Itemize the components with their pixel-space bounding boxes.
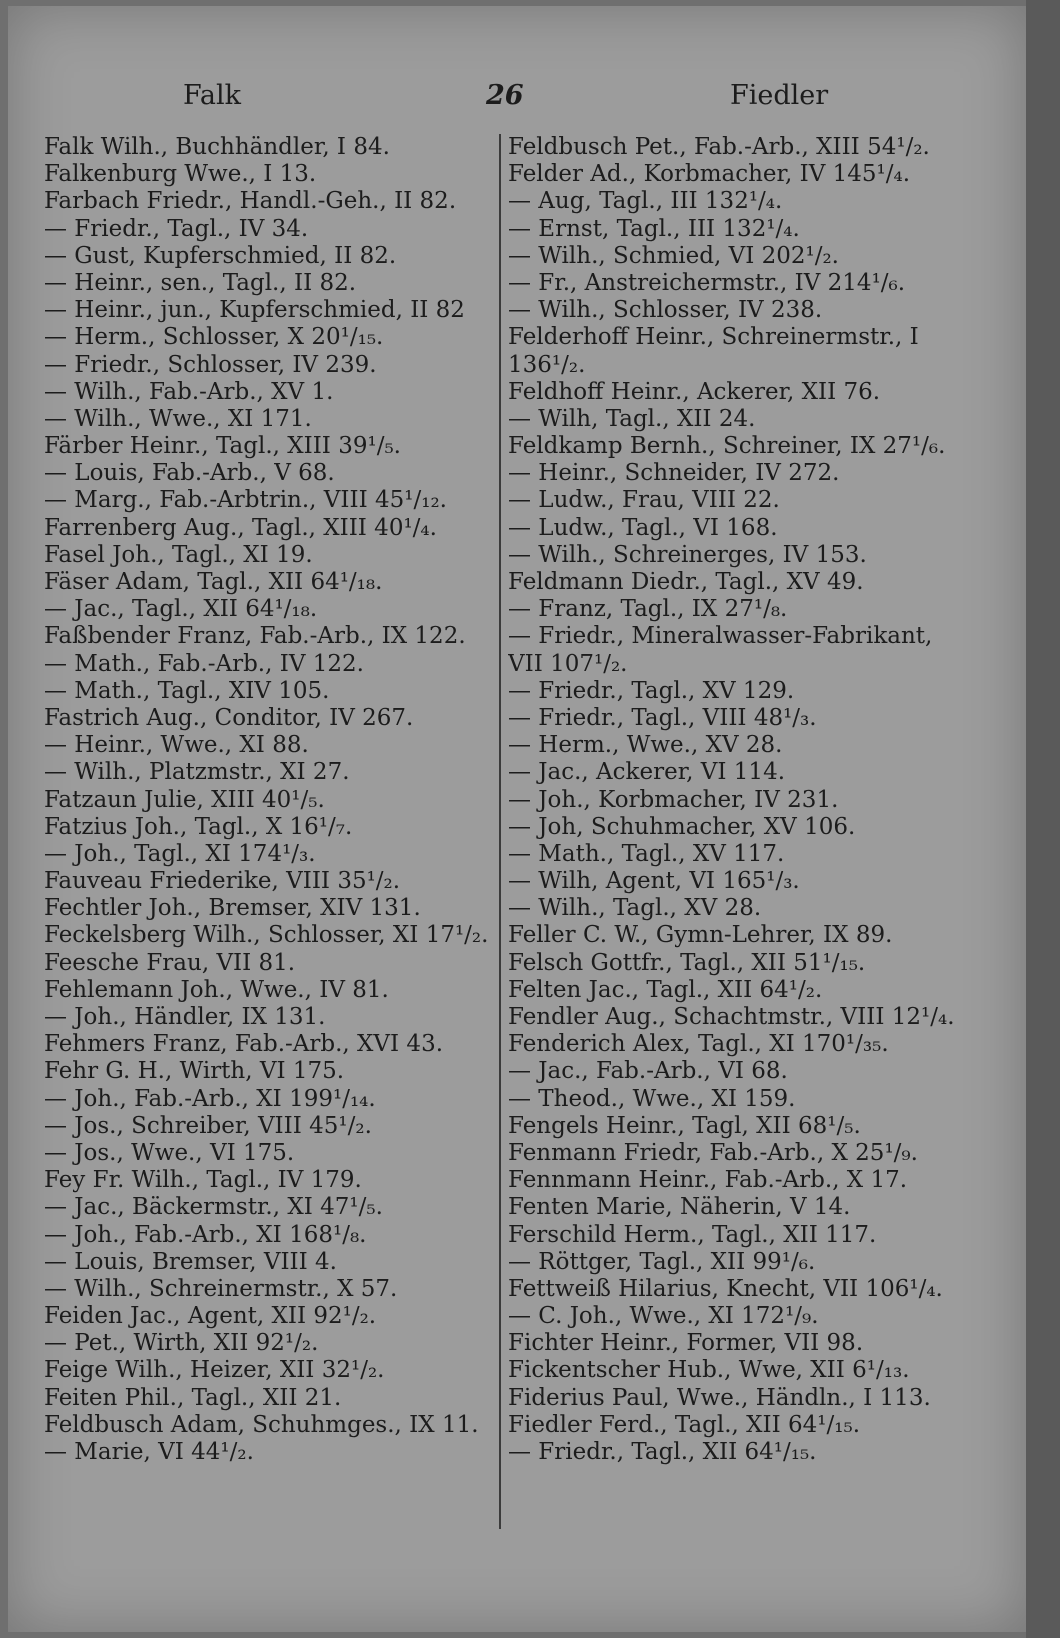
directory-entry: Feiten Phil., Tagl., XII 21. (44, 1384, 342, 1411)
directory-entry: — Herm., Wwe., XV 28. (508, 732, 783, 759)
directory-entry: — Jac., Bäckermstr., XI 47¹/₅. (44, 1194, 383, 1221)
directory-entry: Fenten Marie, Näherin, V 14. (508, 1194, 851, 1221)
directory-entry: — Wilh., Fab.-Arb., XV 1. (44, 378, 334, 405)
directory-entry: — Math., Fab.-Arb., IV 122. (44, 650, 364, 677)
directory-entry: Ferschild Herm., Tagl., XII 117. (508, 1221, 877, 1248)
directory-entry: — Joh., Fab.-Arb., XI 168¹/₈. (44, 1221, 367, 1248)
directory-entry: — Friedr., Tagl., VIII 48¹/₃. (508, 704, 817, 731)
directory-entry: — Jos., Schreiber, VIII 45¹/₂. (44, 1112, 372, 1139)
directory-entry: Falk Wilh., Buchhändler, I 84. (44, 134, 390, 160)
directory-entry: — Jac., Tagl., XII 64¹/₁₈. (44, 596, 318, 623)
directory-entry: — Math., Tagl., XIV 105. (44, 677, 330, 704)
directory-entry: — Joh., Korbmacher, IV 231. (508, 786, 839, 813)
directory-entry: Fiderius Paul, Wwe., Händln., I 113. (508, 1384, 931, 1411)
directory-entry: Fickentscher Hub., Wwe, XII 6¹/₁₃. (508, 1357, 910, 1384)
page-number: 26 (486, 80, 524, 111)
directory-entry: — Wilh., Schreinerges, IV 153. (508, 541, 867, 568)
directory-entry: Färber Heinr., Tagl., XIII 39¹/₅. (44, 433, 401, 460)
directory-entry: Feesche Frau, VII 81. (44, 949, 296, 976)
directory-entry: Felsch Gottfr., Tagl., XII 51¹/₁₅. (508, 949, 866, 976)
directory-entry: — Wilh., Platzmstr., XI 27. (44, 759, 350, 786)
directory-entry: — Jac., Ackerer, VI 114. (508, 759, 786, 786)
directory-entry: — Aug, Tagl., III 132¹/₄. (508, 188, 783, 215)
directory-entry: — Wilh., Schlosser, IV 238. (508, 297, 823, 324)
directory-entry: — Wilh., Schreinermstr., X 57. (44, 1275, 398, 1302)
directory-entry: Fengels Heinr., Tagl, XII 68¹/₅. (508, 1112, 861, 1139)
directory-entry: — Friedr., Schlosser, IV 239. (44, 351, 377, 378)
directory-entry: — Wilh, Tagl., XII 24. (508, 405, 756, 432)
directory-entry: — Pet., Wirth, XII 92¹/₂. (44, 1330, 319, 1357)
directory-entry: Fauveau Friederike, VIII 35¹/₂. (44, 868, 401, 895)
directory-entry: Faßbender Franz, Fab.-Arb., IX 122. (44, 623, 466, 650)
directory-entry: — Louis, Fab.-Arb., V 68. (44, 460, 335, 487)
directory-entry: Feiden Jac., Agent, XII 92¹/₂. (44, 1303, 377, 1330)
directory-entry: Felder Ad., Korbmacher, IV 145¹/₄. (508, 161, 911, 188)
directory-entry: — Louis, Bremser, VIII 4. (44, 1248, 337, 1275)
header-right-word: Fiedler (730, 80, 829, 111)
directory-entry: Fiedler Ferd., Tagl., XII 64¹/₁₅. (508, 1411, 861, 1438)
directory-entry: — Joh., Fab.-Arb., XI 199¹/₁₄. (44, 1085, 376, 1112)
directory-entry: Fehr G. H., Wirth, VI 175. (44, 1058, 345, 1085)
directory-entry: — Friedr., Tagl., IV 34. (44, 215, 309, 242)
right-column (508, 134, 968, 1466)
directory-entry: — Gust, Kupferschmied, II 82. (44, 242, 397, 269)
directory-entry: Feldhoff Heinr., Ackerer, XII 76. (508, 378, 881, 405)
directory-entry: — Heinr., Schneider, IV 272. (508, 460, 840, 487)
directory-entry: Fendler Aug., Schachtmstr., VIII 12¹/₄. (508, 1004, 955, 1030)
directory-entry: Feige Wilh., Heizer, XII 32¹/₂. (44, 1357, 385, 1384)
directory-entry: Fasel Joh., Tagl., XI 19. (44, 541, 313, 568)
directory-entry: Feldbusch Adam, Schuhmges., IX 11. (44, 1411, 479, 1438)
header-left-word: Falk (183, 80, 241, 111)
directory-entry: 136¹/₂. (508, 351, 586, 378)
directory-entry: Feckelsberg Wilh., Schlosser, XI 17¹/₂. (44, 922, 489, 949)
directory-entry: — Math., Tagl., XV 117. (508, 840, 785, 867)
directory-entry: — Friedr., Tagl., XV 129. (508, 677, 795, 704)
directory-entry: — Heinr., Wwe., XI 88. (44, 732, 309, 759)
directory-entry: — Wilh., Schmied, VI 202¹/₂. (508, 242, 839, 269)
directory-entry: Fehlemann Joh., Wwe., IV 81. (44, 976, 389, 1003)
left-column (44, 134, 504, 1466)
directory-entry: Fatzaun Julie, XIII 40¹/₅. (44, 786, 325, 813)
directory-entry: — Ludw., Frau, VIII 22. (508, 487, 780, 514)
directory-entry: — Wilh, Agent, VI 165¹/₃. (508, 868, 800, 895)
directory-entry: — Röttger, Tagl., XII 99¹/₆. (508, 1248, 816, 1275)
directory-entry: — C. Joh., Wwe., XI 172¹/₉. (508, 1303, 819, 1330)
directory-entry: — Franz, Tagl., IX 27¹/₈. (508, 596, 788, 623)
directory-entry: — Marg., Fab.-Arbtrin., VIII 45¹/₁₂. (44, 487, 447, 514)
directory-entry: Feller C. W., Gymn-Lehrer, IX 89. (508, 922, 893, 949)
directory-entry: — Jac., Fab.-Arb., VI 68. (508, 1058, 788, 1085)
directory-entry: — Jos., Wwe., VI 175. (44, 1139, 295, 1166)
directory-entry: — Heinr., jun., Kupferschmied, II 82 (44, 297, 465, 324)
directory-entry: Fehmers Franz, Fab.-Arb., XVI 43. (44, 1031, 444, 1058)
directory-entry: Feldbusch Pet., Fab.-Arb., XIII 54¹/₂. (508, 134, 930, 160)
directory-entry: — Fr., Anstreichermstr., IV 214¹/₆. (508, 269, 906, 296)
directory-entry: Fenderich Alex, Tagl., XI 170¹/₃₅. (508, 1031, 889, 1058)
directory-entry: Fichter Heinr., Former, VII 98. (508, 1330, 864, 1357)
directory-entry: — Wilh., Tagl., XV 28. (508, 895, 762, 922)
directory-entry: Felten Jac., Tagl., XII 64¹/₂. (508, 976, 823, 1003)
directory-entry: VII 107¹/₂. (508, 650, 628, 677)
directory-entry: — Heinr., sen., Tagl., II 82. (44, 269, 357, 296)
directory-entry: Fey Fr. Wilh., Tagl., IV 179. (44, 1167, 362, 1194)
directory-entry: — Friedr., Tagl., XII 64¹/₁₅. (508, 1439, 817, 1465)
directory-entry: — Wilh., Wwe., XI 171. (44, 405, 312, 432)
directory-entry: Fenmann Friedr, Fab.-Arb., X 25¹/₉. (508, 1139, 918, 1166)
directory-entry: Farbach Friedr., Handl.-Geh., II 82. (44, 188, 457, 215)
directory-entry: — Theod., Wwe., XI 159. (508, 1085, 796, 1112)
book-page (8, 6, 1026, 1632)
directory-entry: Felderhoff Heinr., Schreinermstr., I (508, 324, 919, 351)
directory-entry: — Ernst, Tagl., III 132¹/₄. (508, 215, 800, 242)
directory-entry: — Herm., Schlosser, X 20¹/₁₅. (44, 324, 384, 351)
directory-entry: Fatzius Joh., Tagl., X 16¹/₇. (44, 813, 353, 840)
directory-entry: Feldkamp Bernh., Schreiner, IX 27¹/₆. (508, 433, 946, 460)
directory-entry: — Joh, Schuhmacher, XV 106. (508, 813, 856, 840)
directory-entry: Fäser Adam, Tagl., XII 64¹/₁₈. (44, 569, 383, 595)
directory-entry: — Joh., Händler, IX 131. (44, 1004, 326, 1030)
directory-entry: Farrenberg Aug., Tagl., XIII 40¹/₄. (44, 514, 437, 541)
page-header (8, 72, 1026, 118)
directory-entry: — Joh., Tagl., XI 174¹/₃. (44, 840, 316, 867)
directory-entry: Fettweiß Hilarius, Knecht, VII 106¹/₄. (508, 1275, 943, 1302)
directory-entry: — Ludw., Tagl., VI 168. (508, 514, 778, 541)
directory-entry: Fennmann Heinr., Fab.-Arb., X 17. (508, 1167, 908, 1194)
directory-entry: Feldmann Diedr., Tagl., XV 49. (508, 569, 864, 595)
directory-entry: — Marie, VI 44¹/₂. (44, 1439, 254, 1465)
directory-entry: Falkenburg Wwe., I 13. (44, 161, 317, 188)
directory-entry: Fechtler Joh., Bremser, XIV 131. (44, 895, 421, 922)
directory-entry: Fastrich Aug., Conditor, IV 267. (44, 704, 414, 731)
page-edge (1026, 0, 1060, 1638)
directory-entry: — Friedr., Mineralwasser-Fabrikant, (508, 623, 933, 650)
